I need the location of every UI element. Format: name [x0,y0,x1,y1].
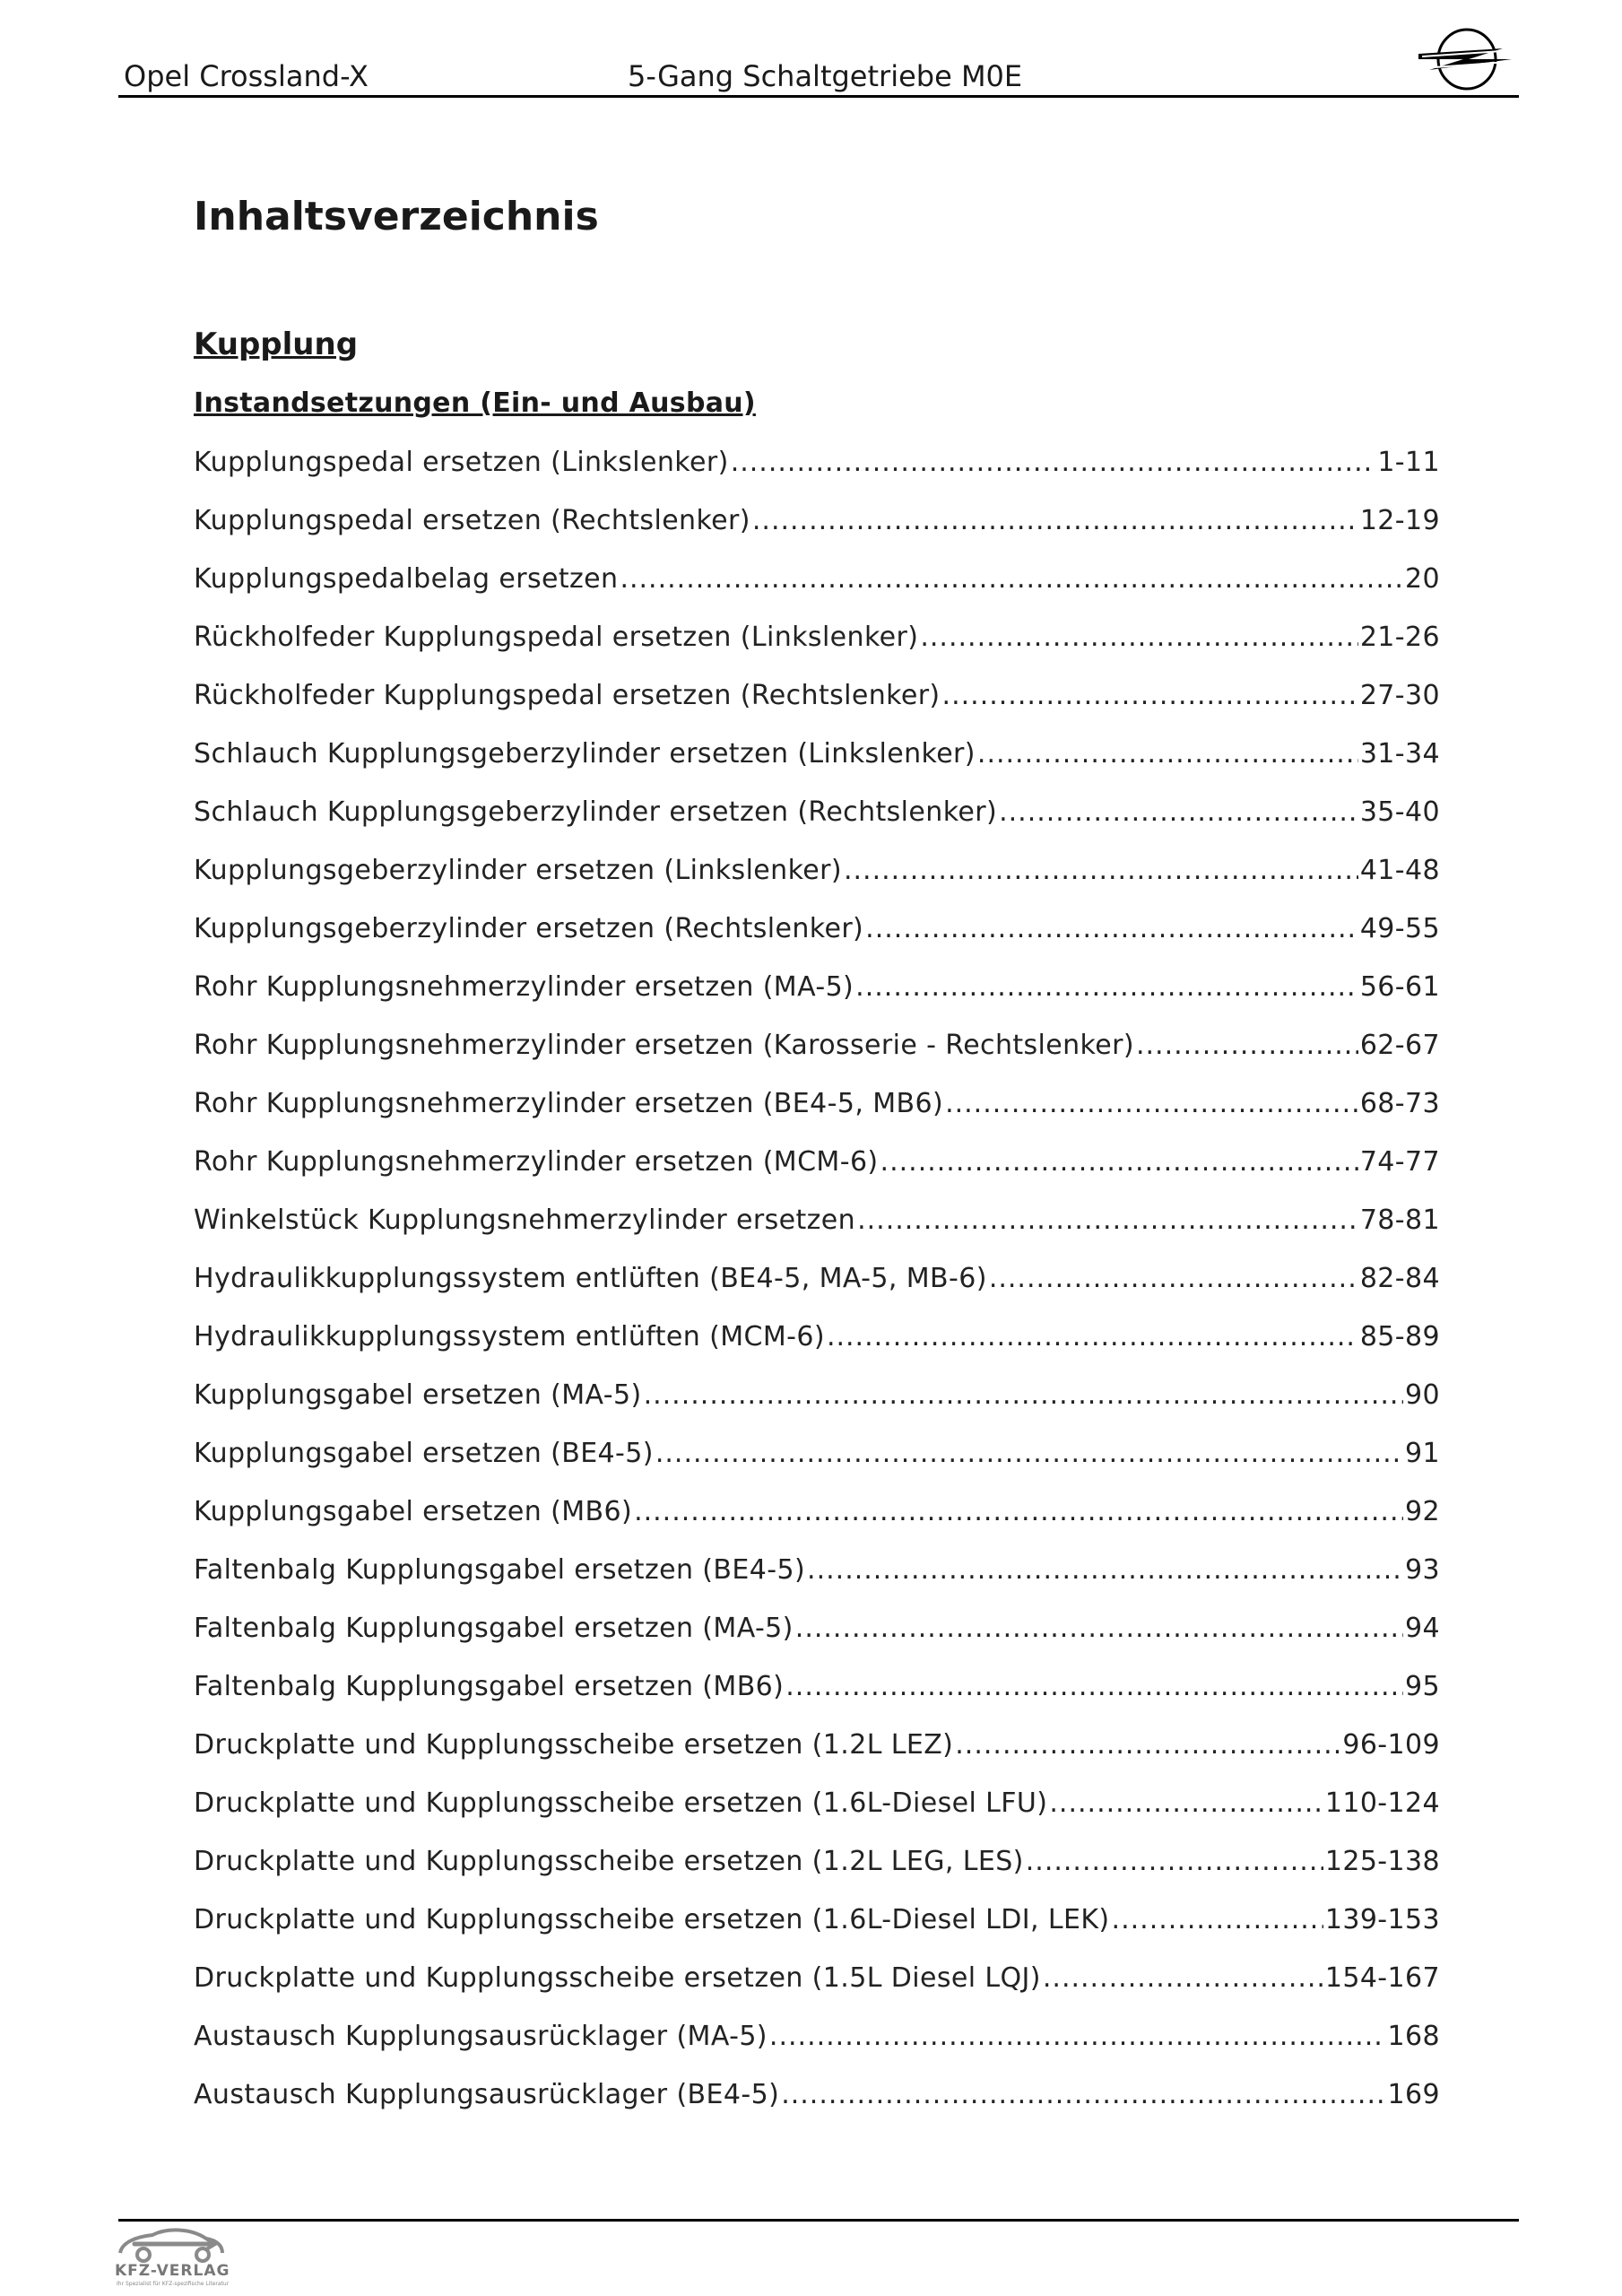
header-rule [118,95,1519,98]
toc-leader-dots [731,441,1376,484]
toc-leader-dots [807,1549,1403,1592]
toc-entry-title: Kupplungsgeberzylinder ersetzen (Linkslenker) [194,855,842,886]
toc-entry-title: Kupplungspedalbelag ersetzen [194,563,619,595]
toc-leader-dots [752,500,1358,543]
toc-entry-title: Rohr Kupplungsnehmerzylinder ersetzen (MCM-6) [194,1146,879,1178]
toc-entry [194,1316,1440,1374]
toc-entry-page: 168 [1387,2021,1440,2052]
section-heading: Kupplung [194,326,359,362]
toc-leader-dots [1112,1899,1323,1942]
toc-entry-page: 20 [1405,563,1440,595]
toc-entry-title: Hydraulikkupplungssystem entlüften (MCM-6) [194,1321,825,1352]
toc-leader-dots [795,1607,1403,1650]
toc-entry-title: Austausch Kupplungsausrücklager (BE4-5) [194,2079,780,2110]
toc-entry-title: Druckplatte und Kupplungsscheibe ersetzen (1.6L-Diesel LDI, LEK) [194,1904,1110,1935]
toc-entry-title: Faltenbalg Kupplungsgabel ersetzen (BE4-5) [194,1554,806,1586]
toc-leader-dots [880,1141,1358,1184]
toc-entry [194,849,1440,908]
toc-entry-page: 56-61 [1359,971,1440,1003]
toc-entry-title: Schlauch Kupplungsgeberzylinder ersetzen (Linkslenker) [194,738,976,770]
toc-entry-page: 154-167 [1324,1962,1440,1994]
toc-entry [194,616,1440,674]
header-document-title: 5-Gang Schaltgetriebe M0E [628,59,1023,93]
toc-entry [194,1374,1440,1432]
toc-entry-title: Druckplatte und Kupplungsscheibe ersetzen (1.6L-Diesel LFU) [194,1787,1048,1819]
toc-leader-dots [844,849,1358,892]
toc-entry-title: Austausch Kupplungsausrücklager (MA-5) [194,2021,768,2052]
footer-rule [118,2219,1519,2222]
toc-entry-title: Kupplungsgabel ersetzen (BE4-5) [194,1438,654,1469]
toc-entry [194,2074,1440,2132]
toc-entry [194,1199,1440,1257]
toc-leader-dots [781,2074,1385,2117]
toc-leader-dots [865,908,1358,951]
toc-entry [194,791,1440,849]
toc-entry [194,1724,1440,1782]
toc-entry-page: 90 [1405,1379,1440,1411]
toc-entry [194,1549,1440,1607]
toc-entry-page: 91 [1405,1438,1440,1469]
toc-entry-page: 35-40 [1359,796,1440,828]
opel-blitz-logo-icon [1415,23,1515,95]
toc-leader-dots [855,966,1358,1009]
toc-entry [194,1257,1440,1316]
toc-leader-dots [769,2015,1386,2058]
toc-entry-title: Kupplungsgeberzylinder ersetzen (Rechtslenker) [194,913,864,944]
toc-entry [194,1665,1440,1724]
toc-entry-title: Rohr Kupplungsnehmerzylinder ersetzen (BE4-5, MB6) [194,1088,944,1119]
toc-entry [194,558,1440,616]
toc-entry-title: Druckplatte und Kupplungsscheibe ersetzen (1.5L Diesel LQJ) [194,1962,1041,1994]
footer-brand: KFZ-VERLAG [115,2262,230,2280]
toc-entry-page: 74-77 [1359,1146,1440,1178]
toc-entry [194,1024,1440,1083]
table-of-contents [194,441,1440,2132]
toc-entry [194,1491,1440,1549]
toc-entry [194,1432,1440,1491]
toc-entry-page: 125-138 [1324,1846,1440,1877]
toc-leader-dots [977,733,1358,776]
toc-entry [194,733,1440,791]
toc-leader-dots [857,1199,1358,1242]
toc-leader-dots [644,1374,1403,1417]
toc-leader-dots [620,558,1403,601]
toc-entry-page: 95 [1405,1671,1440,1702]
toc-entry-page: 68-73 [1359,1088,1440,1119]
toc-leader-dots [1136,1024,1358,1067]
toc-leader-dots [920,616,1357,659]
page-title: Inhaltsverzeichnis [194,194,599,239]
toc-entry-title: Faltenbalg Kupplungsgabel ersetzen (MA-5) [194,1613,794,1644]
toc-leader-dots [655,1432,1403,1475]
toc-entry-title: Winkelstück Kupplungsnehmerzylinder ersetzen [194,1205,856,1236]
toc-leader-dots [989,1257,1358,1300]
toc-entry-page: 96-109 [1342,1729,1440,1761]
toc-entry-page: 31-34 [1359,738,1440,770]
toc-entry-page: 1-11 [1377,447,1440,478]
toc-entry-title: Kupplungsgabel ersetzen (MB6) [194,1496,633,1527]
toc-entry-page: 78-81 [1359,1205,1440,1236]
toc-entry [194,1083,1440,1141]
toc-entry-page: 21-26 [1359,622,1440,653]
toc-leader-dots [999,791,1358,834]
toc-entry-page: 139-153 [1324,1904,1440,1935]
toc-leader-dots [1043,1957,1323,2000]
toc-entry [194,1957,1440,2015]
toc-entry [194,1899,1440,1957]
toc-entry-title: Faltenbalg Kupplungsgabel ersetzen (MB6) [194,1671,785,1702]
toc-entry-title: Kupplungspedal ersetzen (Rechtslenker) [194,505,750,536]
toc-entry-page: 82-84 [1359,1263,1440,1294]
toc-entry [194,1782,1440,1840]
toc-entry-page: 94 [1405,1613,1440,1644]
toc-entry-page: 169 [1387,2079,1440,2110]
toc-entry-page: 49-55 [1359,913,1440,944]
toc-entry [194,1840,1440,1899]
toc-entry [194,441,1440,500]
toc-entry-title: Kupplungspedal ersetzen (Linkslenker) [194,447,729,478]
toc-leader-dots [827,1316,1358,1359]
toc-entry-title: Druckplatte und Kupplungsscheibe ersetzen (1.2L LEZ) [194,1729,954,1761]
toc-entry [194,966,1440,1024]
toc-leader-dots [942,674,1358,718]
toc-entry-page: 27-30 [1359,680,1440,711]
toc-entry-page: 62-67 [1359,1030,1440,1061]
toc-entry-title: Kupplungsgabel ersetzen (MA-5) [194,1379,642,1411]
toc-leader-dots [1049,1782,1323,1825]
toc-entry-title: Rohr Kupplungsnehmerzylinder ersetzen (Karosserie - Rechtslenker) [194,1030,1134,1061]
footer-tagline: Ihr Spezialist für KFZ-spezifische Literatur [117,2281,230,2287]
toc-entry-title: Rohr Kupplungsnehmerzylinder ersetzen (MA-5) [194,971,854,1003]
toc-entry-title: Hydraulikkupplungssystem entlüften (BE4-5, MA-5, MB-6) [194,1263,987,1294]
toc-entry-page: 12-19 [1359,505,1440,536]
toc-entry [194,1607,1440,1665]
toc-entry-page: 93 [1405,1554,1440,1586]
toc-entry [194,1141,1440,1199]
toc-leader-dots [785,1665,1403,1709]
toc-entry-page: 41-48 [1359,855,1440,886]
toc-entry-page: 85-89 [1359,1321,1440,1352]
toc-leader-dots [1026,1840,1323,1883]
toc-entry-page: 92 [1405,1496,1440,1527]
toc-entry-title: Rückholfeder Kupplungspedal ersetzen (Linkslenker) [194,622,919,653]
toc-entry [194,908,1440,966]
toc-entry-page: 110-124 [1324,1787,1440,1819]
toc-leader-dots [634,1491,1403,1534]
toc-entry [194,500,1440,558]
toc-leader-dots [955,1724,1340,1767]
header-vehicle: Opel Crossland-X [124,59,369,93]
subsection-heading: Instandsetzungen (Ein- und Ausbau) [194,387,756,419]
toc-entry [194,2015,1440,2074]
toc-entry-title: Schlauch Kupplungsgeberzylinder ersetzen (Rechtslenker) [194,796,998,828]
toc-entry-title: Rückholfeder Kupplungspedal ersetzen (Rechtslenker) [194,680,941,711]
toc-leader-dots [945,1083,1358,1126]
toc-entry [194,674,1440,733]
toc-entry-title: Druckplatte und Kupplungsscheibe ersetzen (1.2L LEG, LES) [194,1846,1024,1877]
